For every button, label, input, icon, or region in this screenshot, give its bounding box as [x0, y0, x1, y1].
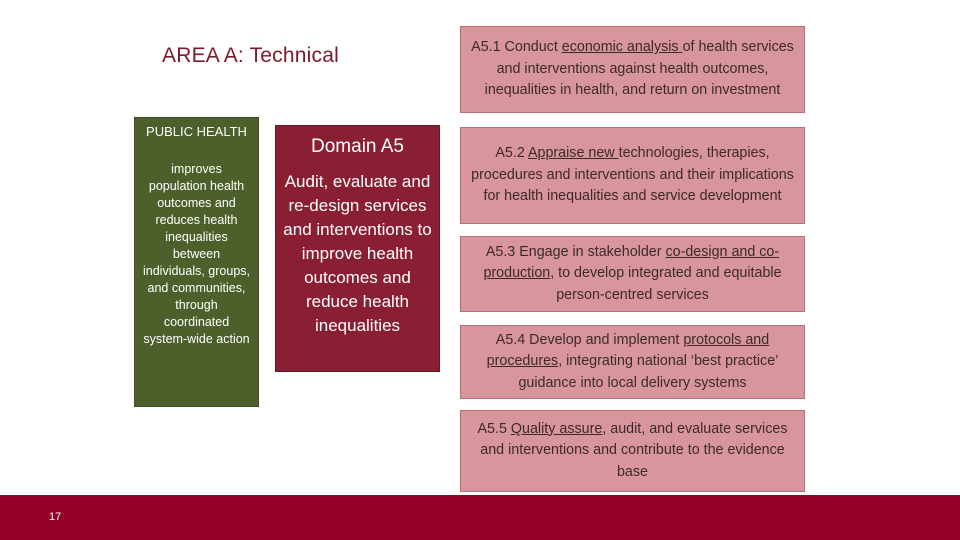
competency-box-a5-1 [460, 26, 805, 113]
competency-text: A5.3 Engage in stakeholder [485, 243, 666, 260]
competency-link[interactable]: Quality assure [510, 420, 603, 437]
competency-text: A5.5 [477, 420, 511, 437]
competency-text: , to develop integrated and equitable person-centred services [550, 265, 782, 303]
competency-text: , audit, and evaluate services and interventions and contribute to the evidence base [480, 420, 788, 480]
footer-bar [0, 495, 960, 540]
competency-text: A5.4 Develop and implement [495, 331, 684, 348]
competency-link[interactable]: co-design and co-production [483, 243, 780, 282]
domain-title: Domain A5 [311, 136, 404, 157]
domain-description: Audit, evaluate and re-design services and interventions to improve health outcomes and reduce health inequalities [283, 172, 432, 335]
competency-box-a5-2 [460, 127, 805, 224]
area-title: AREA A: Technical [162, 44, 339, 67]
public-health-box [134, 117, 259, 407]
competency-text: technologies, therapies, procedures and interventions and their implications for health inequalities and service development [471, 145, 794, 205]
competency-box-a5-3 [460, 236, 805, 312]
public-health-description: improves population health outcomes and reduces health inequalities between individuals, groups, and communities, through coordinated system-wide action [142, 162, 250, 346]
competency-link[interactable]: economic analysis [561, 39, 683, 56]
competency-text: A5.2 [495, 145, 528, 162]
competency-text: , integrating national ‘best practice’ guidance into local delivery systems [518, 353, 779, 391]
page-number: 17 [49, 511, 62, 523]
competency-text: A5.1 Conduct [471, 39, 562, 56]
competency-link[interactable]: Appraise new [527, 145, 619, 162]
competency-box-a5-4 [460, 325, 805, 399]
competency-text: of health services and interventions against health outcomes, inequalities in health, and return on investment [484, 39, 794, 99]
domain-box [275, 125, 440, 372]
competency-link[interactable]: protocols and procedures [486, 331, 770, 370]
public-health-title: PUBLIC HEALTH [146, 124, 247, 139]
competency-box-a5-5 [460, 410, 805, 492]
